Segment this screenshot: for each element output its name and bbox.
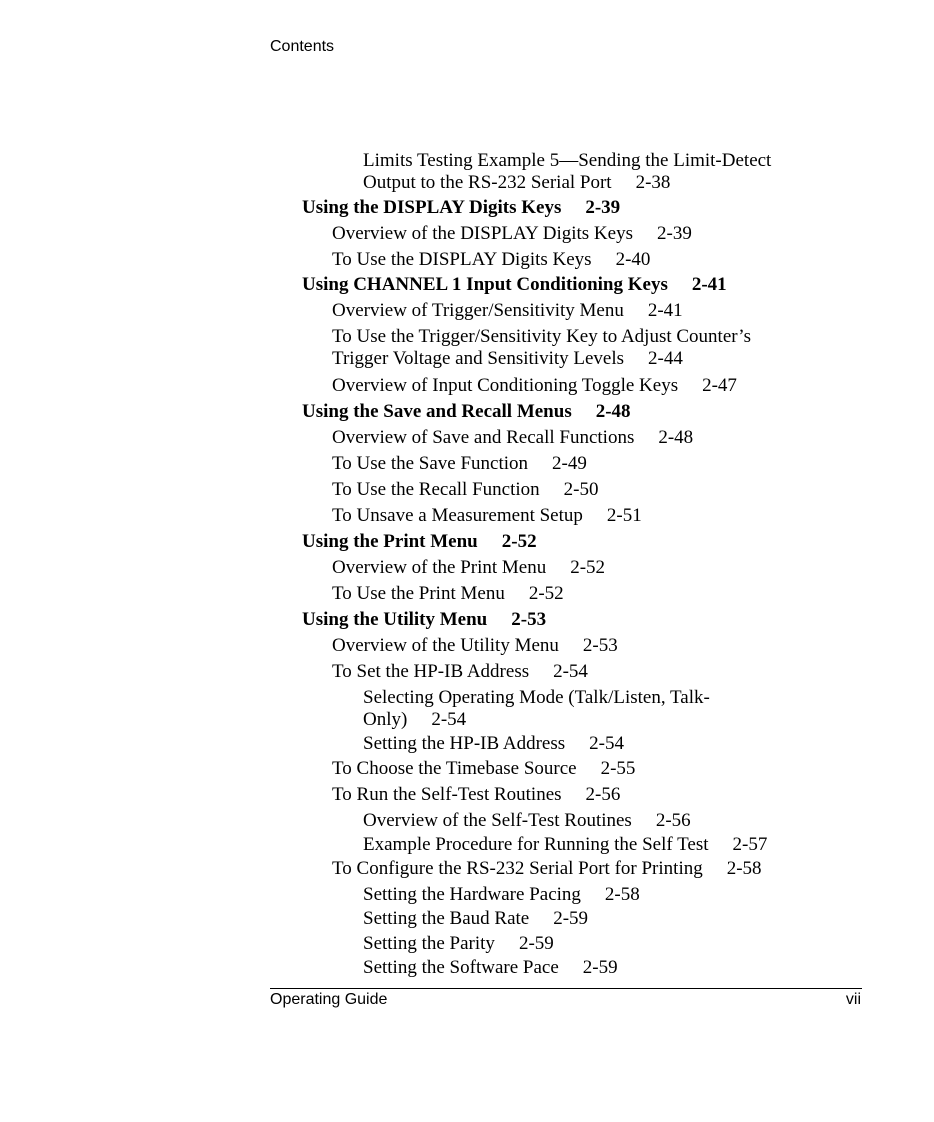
toc-entry-title: To Set the HP-IB Address bbox=[332, 661, 530, 682]
toc-entry-title: Limits Testing Example 5—Sending the Limit-Detect bbox=[363, 150, 772, 171]
toc-entry[interactable] bbox=[363, 687, 710, 731]
toc-entry[interactable] bbox=[332, 661, 588, 683]
toc-entry-title: Using the DISPLAY Digits Keys bbox=[302, 197, 562, 218]
toc-entry-page: 2-54 bbox=[553, 661, 588, 682]
footer-page-number: vii bbox=[845, 991, 861, 1008]
toc-entry-title: Using the Print Menu bbox=[302, 531, 478, 552]
toc-entry-title: Trigger Voltage and Sensitivity Levels bbox=[332, 348, 625, 369]
toc-entry-page: 2-38 bbox=[635, 172, 671, 193]
toc-section-heading[interactable] bbox=[302, 609, 546, 631]
toc-entry-page: 2-59 bbox=[518, 933, 554, 954]
toc-entry-page: 2-59 bbox=[582, 957, 618, 978]
toc-entry-page: 2-41 bbox=[691, 274, 727, 295]
toc-entry-page: 2-39 bbox=[585, 197, 621, 218]
toc-entry-title: To Use the DISPLAY Digits Keys bbox=[332, 249, 592, 270]
toc-entry-page: 2-52 bbox=[501, 531, 537, 552]
toc-entry-title: To Use the Trigger/Sensitivity Key to Adjust Counter’s bbox=[332, 326, 751, 347]
toc-entry[interactable] bbox=[332, 249, 650, 271]
footer-title: Operating Guide bbox=[270, 991, 388, 1008]
toc-entry-page: 2-40 bbox=[615, 249, 651, 270]
toc-entry[interactable] bbox=[332, 300, 683, 322]
toc-entry-title: To Choose the Timebase Source bbox=[332, 758, 577, 779]
toc-entry[interactable] bbox=[363, 908, 588, 930]
toc-entry-title: Setting the Hardware Pacing bbox=[363, 884, 581, 905]
toc-entry[interactable] bbox=[363, 810, 691, 832]
toc-entry[interactable] bbox=[363, 150, 771, 194]
toc-entry-page: 2-49 bbox=[552, 453, 587, 474]
footer-divider bbox=[270, 988, 862, 989]
toc-entry-title: Setting the Baud Rate bbox=[363, 908, 530, 929]
toc-entry-title: To Unsave a Measurement Setup bbox=[332, 505, 583, 526]
toc-entry-title: Setting the Parity bbox=[363, 933, 495, 954]
toc-entry-title: Example Procedure for Running the Self Test bbox=[363, 834, 709, 855]
toc-entry-page: 2-59 bbox=[553, 908, 589, 929]
toc-entry-title: Overview of the Print Menu bbox=[332, 557, 547, 578]
toc-section-heading[interactable] bbox=[302, 401, 631, 423]
toc-entry[interactable] bbox=[332, 453, 587, 475]
toc-entry-page: 2-52 bbox=[528, 583, 564, 604]
toc-entry-title: Using the Save and Recall Menus bbox=[302, 401, 572, 422]
toc-section-heading[interactable] bbox=[302, 531, 537, 553]
toc-entry-title: Using the Utility Menu bbox=[302, 609, 488, 630]
toc-entry-title: To Run the Self-Test Routines bbox=[332, 784, 562, 805]
toc-entry-title: Overview of Trigger/Sensitivity Menu bbox=[332, 300, 624, 321]
toc-section-heading[interactable] bbox=[302, 197, 620, 219]
toc-section-heading[interactable] bbox=[302, 274, 727, 296]
toc-entry-page: 2-39 bbox=[657, 223, 692, 244]
toc-entry[interactable] bbox=[363, 957, 618, 979]
toc-entry-title: Overview of the Self-Test Routines bbox=[363, 810, 632, 831]
toc-entry-page: 2-52 bbox=[570, 557, 606, 578]
toc-entry-page: 2-47 bbox=[702, 375, 737, 396]
toc-entry-title: Setting the HP-IB Address bbox=[363, 733, 566, 754]
toc-entry-title: Overview of Save and Recall Functions bbox=[332, 427, 635, 448]
toc-entry[interactable] bbox=[332, 505, 642, 527]
toc-entry-title: To Use the Print Menu bbox=[332, 583, 505, 604]
toc-entry-page: 2-54 bbox=[431, 709, 467, 730]
toc-entry[interactable] bbox=[332, 326, 751, 370]
toc-entry-page: 2-58 bbox=[604, 884, 640, 905]
toc-entry-page: 2-48 bbox=[595, 401, 631, 422]
toc-entry-title: Output to the RS-232 Serial Port bbox=[363, 172, 612, 193]
toc-entry-page: 2-55 bbox=[600, 758, 636, 779]
toc-entry-title: Overview of Input Conditioning Toggle Keys bbox=[332, 375, 679, 396]
toc-entry-title: To Use the Save Function bbox=[332, 453, 529, 474]
toc-entry[interactable] bbox=[332, 557, 605, 579]
toc-entry[interactable] bbox=[363, 884, 640, 906]
toc-entry-title: Only) bbox=[363, 709, 408, 730]
toc-entry-page: 2-44 bbox=[648, 348, 683, 369]
toc-entry-page: 2-58 bbox=[726, 858, 762, 879]
toc-entry-page: 2-56 bbox=[655, 810, 691, 831]
toc-entry[interactable] bbox=[332, 375, 737, 397]
toc-entry-page: 2-57 bbox=[732, 834, 768, 855]
toc-entry-page: 2-51 bbox=[606, 505, 642, 526]
toc-entry[interactable] bbox=[363, 834, 767, 856]
running-header: Contents bbox=[270, 38, 335, 55]
toc-entry-title: Overview of the Utility Menu bbox=[332, 635, 559, 656]
toc-entry-page: 2-53 bbox=[582, 635, 618, 656]
toc-entry[interactable] bbox=[332, 784, 620, 806]
toc-entry[interactable] bbox=[332, 223, 692, 245]
toc-entry[interactable] bbox=[363, 733, 624, 755]
toc-entry-page: 2-48 bbox=[658, 427, 694, 448]
toc-entry-page: 2-56 bbox=[585, 784, 621, 805]
toc-entry-page: 2-41 bbox=[647, 300, 683, 321]
toc-entry-title: Using CHANNEL 1 Input Conditioning Keys bbox=[302, 274, 668, 295]
toc-entry-page: 2-53 bbox=[511, 609, 547, 630]
toc-entry[interactable] bbox=[332, 479, 598, 501]
toc-entry-page: 2-50 bbox=[563, 479, 599, 500]
toc-entry[interactable] bbox=[332, 635, 618, 657]
toc-entry-title: Setting the Software Pace bbox=[363, 957, 559, 978]
toc-entry-title: Selecting Operating Mode (Talk/Listen, Talk- bbox=[363, 687, 710, 708]
toc-entry[interactable] bbox=[363, 933, 554, 955]
toc-entry[interactable] bbox=[332, 583, 564, 605]
toc-entry-title: To Configure the RS-232 Serial Port for Printing bbox=[332, 858, 703, 879]
toc-entry-title: Overview of the DISPLAY Digits Keys bbox=[332, 223, 633, 244]
toc-entry[interactable] bbox=[332, 758, 635, 780]
toc-entry[interactable] bbox=[332, 427, 693, 449]
toc-entry-title: To Use the Recall Function bbox=[332, 479, 540, 500]
toc-entry-page: 2-54 bbox=[589, 733, 624, 754]
toc-entry[interactable] bbox=[332, 858, 762, 880]
